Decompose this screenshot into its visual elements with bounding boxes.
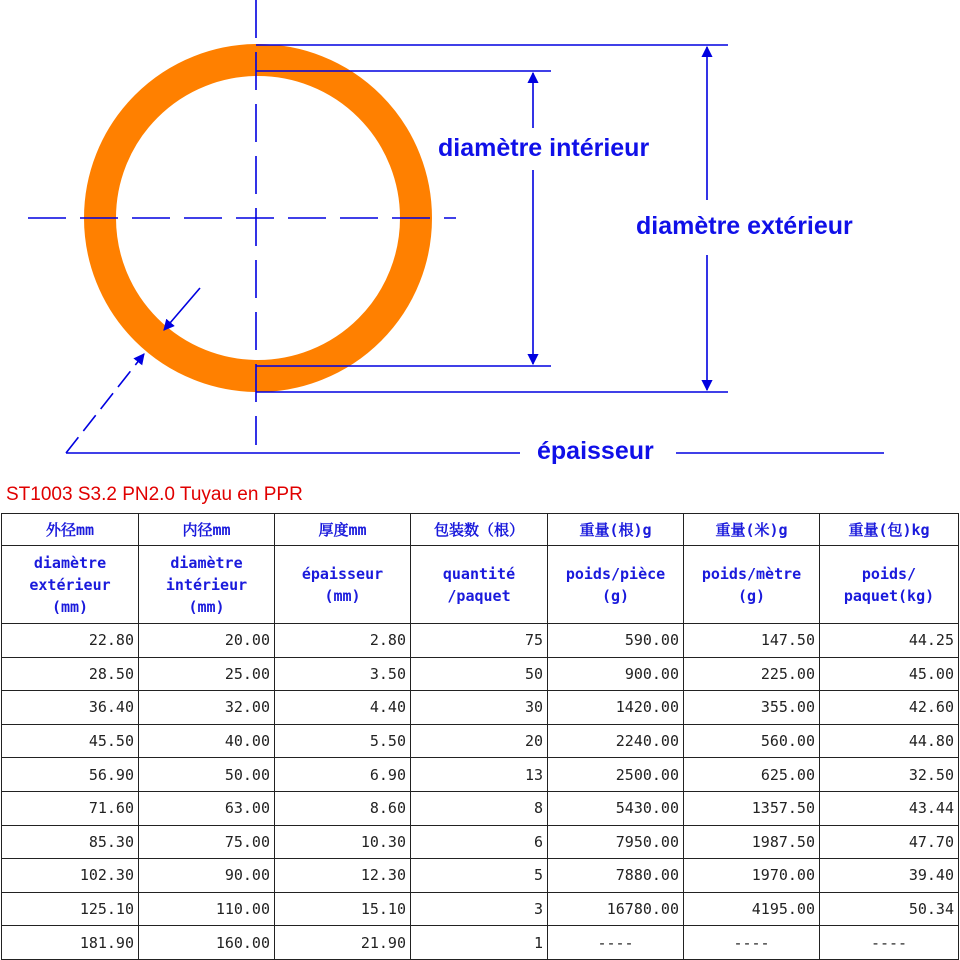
cell-weight-package: 44.25 [820,624,959,658]
header-fr-line: poids/ [861,564,917,583]
outer-diameter-label: diamètre extérieur [636,212,853,240]
specification-table [1,513,959,960]
cell-weight-piece: ---- [548,926,684,960]
table-row [2,892,959,926]
specification-table-body [2,624,959,960]
cell-weight-meter: 1357.50 [684,791,820,825]
cell-outer-diameter: 85.30 [2,825,139,859]
cell-weight-meter: 625.00 [684,758,820,792]
thickness-label: épaisseur [537,437,654,465]
cell-weight-piece: 900.00 [548,657,684,691]
header-fr-line: diamètre [33,553,107,572]
header-row-chinese [2,514,959,546]
header-fr-line: (mm) [324,586,361,605]
thickness-arrow-outer [164,288,200,330]
cell-weight-package: 43.44 [820,791,959,825]
cell-weight-meter: 355.00 [684,691,820,725]
cell-thickness: 15.10 [275,892,411,926]
cell-quantity: 13 [411,758,548,792]
header-fr-line: quantité [442,564,516,583]
cell-outer-diameter: 56.90 [2,758,139,792]
inner-diameter-label: diamètre intérieur [438,134,650,162]
cell-weight-meter: 147.50 [684,624,820,658]
header-fr-line: poids/mètre [701,564,802,583]
cell-inner-diameter: 40.00 [139,724,275,758]
cell-thickness: 4.40 [275,691,411,725]
cell-outer-diameter: 125.10 [2,892,139,926]
cell-thickness: 8.60 [275,791,411,825]
cell-inner-diameter: 63.00 [139,791,275,825]
header-fr-inner-diameter [139,546,275,624]
cell-weight-piece: 7880.00 [548,859,684,893]
cell-outer-diameter: 181.90 [2,926,139,960]
header-cn-inner-diameter: 内径mm [139,514,275,546]
table-row [2,926,959,960]
pipe-cross-section-diagram [0,0,960,478]
cell-inner-diameter: 20.00 [139,624,275,658]
header-fr-line: paquet(kg) [843,586,935,605]
cell-inner-diameter: 50.00 [139,758,275,792]
cell-inner-diameter: 75.00 [139,825,275,859]
cell-weight-meter: 560.00 [684,724,820,758]
cell-weight-meter: 4195.00 [684,892,820,926]
header-fr-line: poids/pièce [565,564,666,583]
table-row [2,825,959,859]
header-fr-line: (g) [601,586,630,605]
cell-weight-meter: 1970.00 [684,859,820,893]
table-row [2,624,959,658]
table-row [2,791,959,825]
header-fr-quantity [411,546,548,624]
header-fr-line: /paquet [447,586,511,605]
cell-quantity: 6 [411,825,548,859]
cell-inner-diameter: 160.00 [139,926,275,960]
header-fr-line: intérieur [165,575,248,594]
cell-weight-package: 47.70 [820,825,959,859]
table-row [2,691,959,725]
header-fr-line: (mm) [188,597,225,616]
cell-thickness: 6.90 [275,758,411,792]
cell-weight-package: 45.00 [820,657,959,691]
cell-thickness: 21.90 [275,926,411,960]
cell-thickness: 10.30 [275,825,411,859]
cell-outer-diameter: 45.50 [2,724,139,758]
cell-quantity: 20 [411,724,548,758]
cell-quantity: 50 [411,657,548,691]
cell-weight-package: 32.50 [820,758,959,792]
cell-quantity: 3 [411,892,548,926]
cell-quantity: 5 [411,859,548,893]
cell-weight-piece: 590.00 [548,624,684,658]
cell-weight-piece: 5430.00 [548,791,684,825]
cell-thickness: 5.50 [275,724,411,758]
cell-weight-piece: 7950.00 [548,825,684,859]
cell-weight-package: 42.60 [820,691,959,725]
header-cn-outer-diameter: 外径mm [2,514,139,546]
cell-thickness: 3.50 [275,657,411,691]
cell-quantity: 75 [411,624,548,658]
cell-weight-piece: 2500.00 [548,758,684,792]
cell-weight-package: 50.34 [820,892,959,926]
cell-weight-meter: 1987.50 [684,825,820,859]
header-fr-thickness [275,546,411,624]
cell-inner-diameter: 90.00 [139,859,275,893]
header-cn-weight-package: 重量(包)kg [820,514,959,546]
header-fr-line: (g) [737,586,766,605]
header-cn-weight-meter: 重量(米)g [684,514,820,546]
table-row [2,758,959,792]
cell-outer-diameter: 22.80 [2,624,139,658]
cell-weight-piece: 2240.00 [548,724,684,758]
table-row [2,724,959,758]
cell-weight-piece: 1420.00 [548,691,684,725]
table-row [2,859,959,893]
header-cn-weight-piece: 重量(根)g [548,514,684,546]
cell-inner-diameter: 25.00 [139,657,275,691]
cell-outer-diameter: 28.50 [2,657,139,691]
cell-outer-diameter: 36.40 [2,691,139,725]
cell-quantity: 1 [411,926,548,960]
cell-weight-piece: 16780.00 [548,892,684,926]
cell-weight-package: 44.80 [820,724,959,758]
header-cn-quantity: 包装数（根） [411,514,548,546]
thickness-arrow-inner [66,354,144,453]
header-fr-line: (mm) [51,597,89,616]
cell-weight-meter: ---- [684,926,820,960]
cell-quantity: 8 [411,791,548,825]
header-fr-weight-piece [548,546,684,624]
table-row [2,657,959,691]
cell-thickness: 2.80 [275,624,411,658]
header-cn-thickness: 厚度mm [275,514,411,546]
header-fr-line: épaisseur [301,564,384,583]
cell-outer-diameter: 71.60 [2,791,139,825]
pipe-diagram-svg [0,0,960,478]
cell-thickness: 12.30 [275,859,411,893]
cell-inner-diameter: 32.00 [139,691,275,725]
header-fr-line: diamètre [170,553,243,572]
header-fr-outer-diameter [2,546,139,624]
product-title: ST1003 S3.2 PN2.0 Tuyau en PPR [6,484,303,505]
header-row-french [2,546,959,624]
cell-weight-meter: 225.00 [684,657,820,691]
cell-quantity: 30 [411,691,548,725]
header-fr-line: extérieur [29,575,111,594]
cell-inner-diameter: 110.00 [139,892,275,926]
header-fr-weight-meter [684,546,820,624]
header-fr-weight-package [820,546,959,624]
cell-weight-package: ---- [820,926,959,960]
cell-weight-package: 39.40 [820,859,959,893]
cell-outer-diameter: 102.30 [2,859,139,893]
